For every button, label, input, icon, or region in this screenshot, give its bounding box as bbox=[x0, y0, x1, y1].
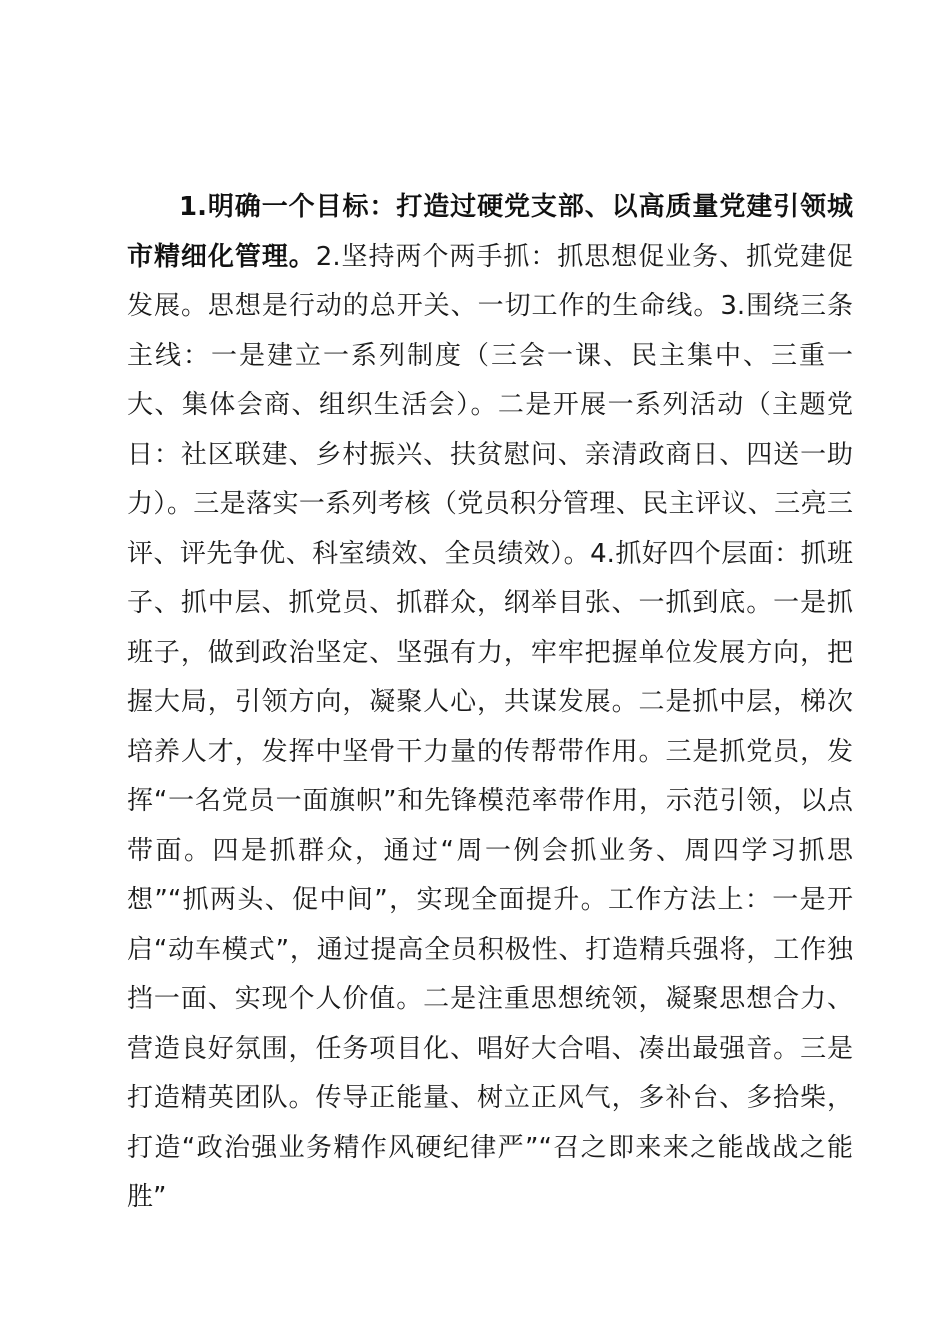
body-paragraph bbox=[127, 183, 853, 1223]
paragraph-bold-lead: 1.明确一个目标：打造过硬党支部、以高质量党建引领城市精细化管理。 bbox=[127, 192, 853, 272]
paragraph-body-text: 2.坚持两个两手抓：抓思想促业务、抓党建促发展。思想是行动的总开关、一切工作的生命线。3.围绕三条主线：一是建立一系列制度（三会一课、民主集中、三重一大、集体会商、组织生活会）。二是开展一系列活动（主题党日：社区联建、乡村振兴、扶贫慰问、亲清政商日、四送一助力）。三是落实一系列考核（党员积分管理、民主评议、三亮三评、评先争优、科室绩效、全员绩效）。4.抓好四个层面：抓班子、抓中层、抓党员、抓群众，纲举目张、一抓到底。一是抓班子，做到政治坚定、坚强有力，牢牢把握单位发展方向，把握大局，引领方向，凝聚人心，共谋发展。二是抓中层，梯次培养人才，发挥中坚骨干力量的传帮带作用。三是抓党员，发挥“一名党员一面旗帜”和先锋模范率带作用，示范引领，以点带面。四是抓群众，通过“周一例会抓业务、周四学习抓思想”“抓两头、促中间”，实现全面提升。工作方法上：一是开启“动车模式”，通过提高全员积极性、打造精兵强将，工作独挡一面、实现个人价值。二是注重思想统领，凝聚思想合力、营造良好氛围，任务项目化、唱好大合唱、凑出最强音。三是打造精英团队。传导正能量、树立正风气，多补台、多拾柴，打造“政治强业务精作风硬纪律严”“召之即来来之能战战之能胜” bbox=[127, 241, 853, 1212]
